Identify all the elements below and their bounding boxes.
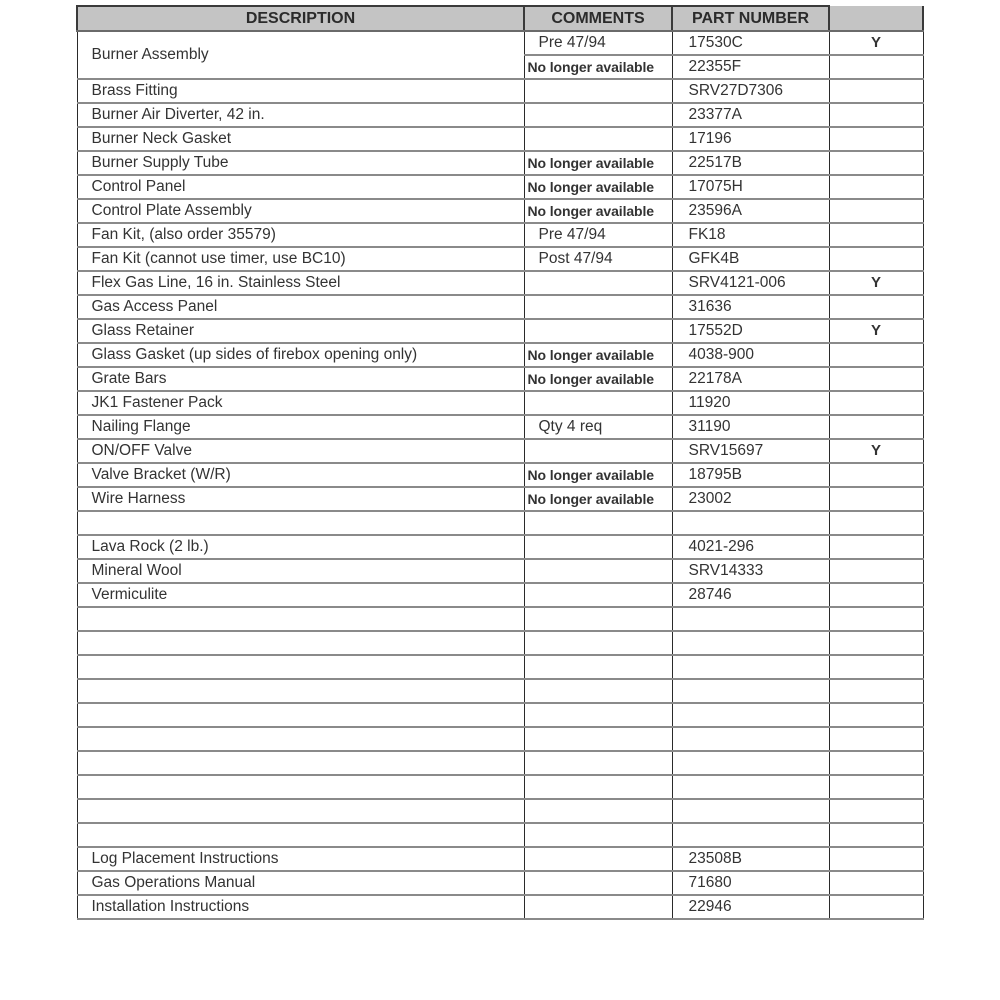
table-row (77, 583, 923, 607)
cell-flag (829, 631, 923, 655)
table-row (77, 655, 923, 679)
cell-comments: No longer available (524, 55, 672, 79)
cell-comments (524, 127, 672, 151)
table-row (77, 439, 923, 463)
cell-part-number: 18795B (672, 463, 829, 487)
table-row (77, 559, 923, 583)
cell-flag (829, 127, 923, 151)
header-part-number: PART NUMBER (672, 6, 829, 31)
cell-flag (829, 727, 923, 751)
table-row (77, 247, 923, 271)
cell-comments (524, 631, 672, 655)
cell-part-number (672, 631, 829, 655)
header-description: DESCRIPTION (77, 6, 524, 31)
cell-part-number (672, 511, 829, 535)
cell-flag (829, 103, 923, 127)
cell-flag (829, 823, 923, 847)
cell-part-number: FK18 (672, 223, 829, 247)
table-row (77, 199, 923, 223)
cell-comments (524, 535, 672, 559)
table-row (77, 679, 923, 703)
cell-part-number: 22946 (672, 895, 829, 919)
parts-table-body (77, 31, 923, 919)
cell-comments (524, 871, 672, 895)
cell-flag (829, 679, 923, 703)
cell-flag (829, 367, 923, 391)
cell-part-number (672, 799, 829, 823)
cell-comments (524, 391, 672, 415)
cell-flag (829, 151, 923, 175)
cell-description: Fan Kit (cannot use timer, use BC10) (77, 247, 524, 271)
cell-flag: Y (829, 439, 923, 463)
cell-flag (829, 535, 923, 559)
cell-description: Log Placement Instructions (77, 847, 524, 871)
cell-part-number: SRV15697 (672, 439, 829, 463)
cell-description: Valve Bracket (W/R) (77, 463, 524, 487)
cell-description: Grate Bars (77, 367, 524, 391)
cell-comments: No longer available (524, 463, 672, 487)
table-row (77, 319, 923, 343)
table-row (77, 127, 923, 151)
cell-comments (524, 319, 672, 343)
cell-part-number: 4021-296 (672, 535, 829, 559)
cell-part-number: 22178A (672, 367, 829, 391)
cell-part-number: SRV14333 (672, 559, 829, 583)
table-row (77, 463, 923, 487)
cell-comments (524, 439, 672, 463)
table-row (77, 823, 923, 847)
cell-comments (524, 823, 672, 847)
cell-part-number: 17196 (672, 127, 829, 151)
cell-description (77, 799, 524, 823)
table-row (77, 727, 923, 751)
cell-comments: Post 47/94 (524, 247, 672, 271)
cell-part-number: 23508B (672, 847, 829, 871)
cell-flag (829, 871, 923, 895)
cell-description: Installation Instructions (77, 895, 524, 919)
cell-flag: Y (829, 31, 923, 55)
cell-flag (829, 511, 923, 535)
cell-flag (829, 655, 923, 679)
table-row (77, 295, 923, 319)
cell-flag (829, 391, 923, 415)
cell-comments (524, 79, 672, 103)
cell-description: Mineral Wool (77, 559, 524, 583)
table-row (77, 79, 923, 103)
cell-description: Gas Access Panel (77, 295, 524, 319)
cell-comments (524, 895, 672, 919)
cell-description: Wire Harness (77, 487, 524, 511)
cell-description (77, 655, 524, 679)
cell-comments (524, 607, 672, 631)
cell-flag (829, 79, 923, 103)
cell-flag (829, 775, 923, 799)
cell-flag (829, 895, 923, 919)
cell-description: Brass Fitting (77, 79, 524, 103)
cell-description (77, 631, 524, 655)
cell-part-number: 31636 (672, 295, 829, 319)
table-row (77, 175, 923, 199)
cell-comments: Pre 47/94 (524, 31, 672, 55)
header-comments: COMMENTS (524, 6, 672, 31)
cell-description: JK1 Fastener Pack (77, 391, 524, 415)
cell-flag (829, 295, 923, 319)
table-row (77, 223, 923, 247)
cell-comments: No longer available (524, 487, 672, 511)
cell-comments (524, 559, 672, 583)
cell-comments: No longer available (524, 199, 672, 223)
cell-part-number (672, 607, 829, 631)
cell-part-number: 22517B (672, 151, 829, 175)
table-row (77, 535, 923, 559)
cell-description (77, 679, 524, 703)
table-row (77, 31, 923, 55)
cell-flag (829, 847, 923, 871)
cell-part-number (672, 823, 829, 847)
cell-flag (829, 799, 923, 823)
cell-flag (829, 463, 923, 487)
cell-comments (524, 295, 672, 319)
cell-part-number: 71680 (672, 871, 829, 895)
table-row (77, 487, 923, 511)
cell-description (77, 511, 524, 535)
cell-description: Control Panel (77, 175, 524, 199)
cell-description (77, 775, 524, 799)
cell-flag (829, 343, 923, 367)
cell-comments: Pre 47/94 (524, 223, 672, 247)
cell-part-number: 17530C (672, 31, 829, 55)
cell-description (77, 607, 524, 631)
table-row (77, 799, 923, 823)
cell-comments (524, 799, 672, 823)
cell-flag (829, 175, 923, 199)
cell-description: Flex Gas Line, 16 in. Stainless Steel (77, 271, 524, 295)
cell-description: Burner Neck Gasket (77, 127, 524, 151)
cell-comments (524, 679, 672, 703)
cell-comments (524, 103, 672, 127)
table-row (77, 271, 923, 295)
table-row (77, 607, 923, 631)
cell-comments: Qty 4 req (524, 415, 672, 439)
cell-description: Glass Gasket (up sides of firebox opening only) (77, 343, 524, 367)
cell-part-number: 31190 (672, 415, 829, 439)
cell-description (77, 727, 524, 751)
cell-comments (524, 511, 672, 535)
cell-flag (829, 199, 923, 223)
cell-description (77, 703, 524, 727)
cell-part-number: 11920 (672, 391, 829, 415)
cell-description: Nailing Flange (77, 415, 524, 439)
cell-part-number: 17552D (672, 319, 829, 343)
cell-flag (829, 247, 923, 271)
cell-comments (524, 847, 672, 871)
cell-part-number: GFK4B (672, 247, 829, 271)
cell-comments: No longer available (524, 175, 672, 199)
cell-part-number (672, 751, 829, 775)
cell-flag (829, 607, 923, 631)
table-row (77, 367, 923, 391)
table-row (77, 847, 923, 871)
cell-description: Burner Supply Tube (77, 151, 524, 175)
cell-flag: Y (829, 319, 923, 343)
table-row (77, 391, 923, 415)
cell-part-number: 28746 (672, 583, 829, 607)
cell-comments (524, 583, 672, 607)
cell-part-number: SRV4121-006 (672, 271, 829, 295)
cell-description: ON/OFF Valve (77, 439, 524, 463)
cell-flag (829, 55, 923, 79)
cell-flag (829, 583, 923, 607)
table-row (77, 703, 923, 727)
cell-comments (524, 703, 672, 727)
cell-part-number (672, 679, 829, 703)
cell-part-number: 17075H (672, 175, 829, 199)
cell-comments: No longer available (524, 367, 672, 391)
cell-comments (524, 271, 672, 295)
cell-flag (829, 487, 923, 511)
cell-part-number (672, 775, 829, 799)
cell-description: Glass Retainer (77, 319, 524, 343)
table-row (77, 895, 923, 919)
table-row (77, 631, 923, 655)
parts-list-sheet (76, 5, 922, 920)
cell-part-number: SRV27D7306 (672, 79, 829, 103)
cell-description: Vermiculite (77, 583, 524, 607)
cell-comments: No longer available (524, 343, 672, 367)
cell-description (77, 823, 524, 847)
cell-description: Lava Rock (2 lb.) (77, 535, 524, 559)
cell-part-number: 4038-900 (672, 343, 829, 367)
cell-flag (829, 559, 923, 583)
cell-comments (524, 655, 672, 679)
cell-description: Fan Kit, (also order 35579) (77, 223, 524, 247)
cell-flag (829, 751, 923, 775)
cell-part-number: 22355F (672, 55, 829, 79)
cell-part-number: 23377A (672, 103, 829, 127)
cell-part-number (672, 727, 829, 751)
header-flag (829, 6, 923, 31)
table-row (77, 343, 923, 367)
table-row (77, 871, 923, 895)
table-row (77, 103, 923, 127)
cell-description (77, 751, 524, 775)
cell-description: Gas Operations Manual (77, 871, 524, 895)
cell-flag (829, 223, 923, 247)
cell-comments (524, 727, 672, 751)
cell-comments (524, 751, 672, 775)
table-row (77, 415, 923, 439)
table-row (77, 151, 923, 175)
table-row (77, 511, 923, 535)
table-row (77, 775, 923, 799)
cell-part-number (672, 703, 829, 727)
cell-part-number (672, 655, 829, 679)
parts-table (76, 5, 924, 920)
cell-comments (524, 775, 672, 799)
header-row (77, 6, 923, 31)
table-row (77, 751, 923, 775)
cell-flag: Y (829, 271, 923, 295)
cell-part-number: 23002 (672, 487, 829, 511)
cell-description: Control Plate Assembly (77, 199, 524, 223)
cell-description: Burner Assembly (77, 31, 524, 79)
cell-description: Burner Air Diverter, 42 in. (77, 103, 524, 127)
cell-part-number: 23596A (672, 199, 829, 223)
cell-flag (829, 703, 923, 727)
cell-comments: No longer available (524, 151, 672, 175)
cell-flag (829, 415, 923, 439)
